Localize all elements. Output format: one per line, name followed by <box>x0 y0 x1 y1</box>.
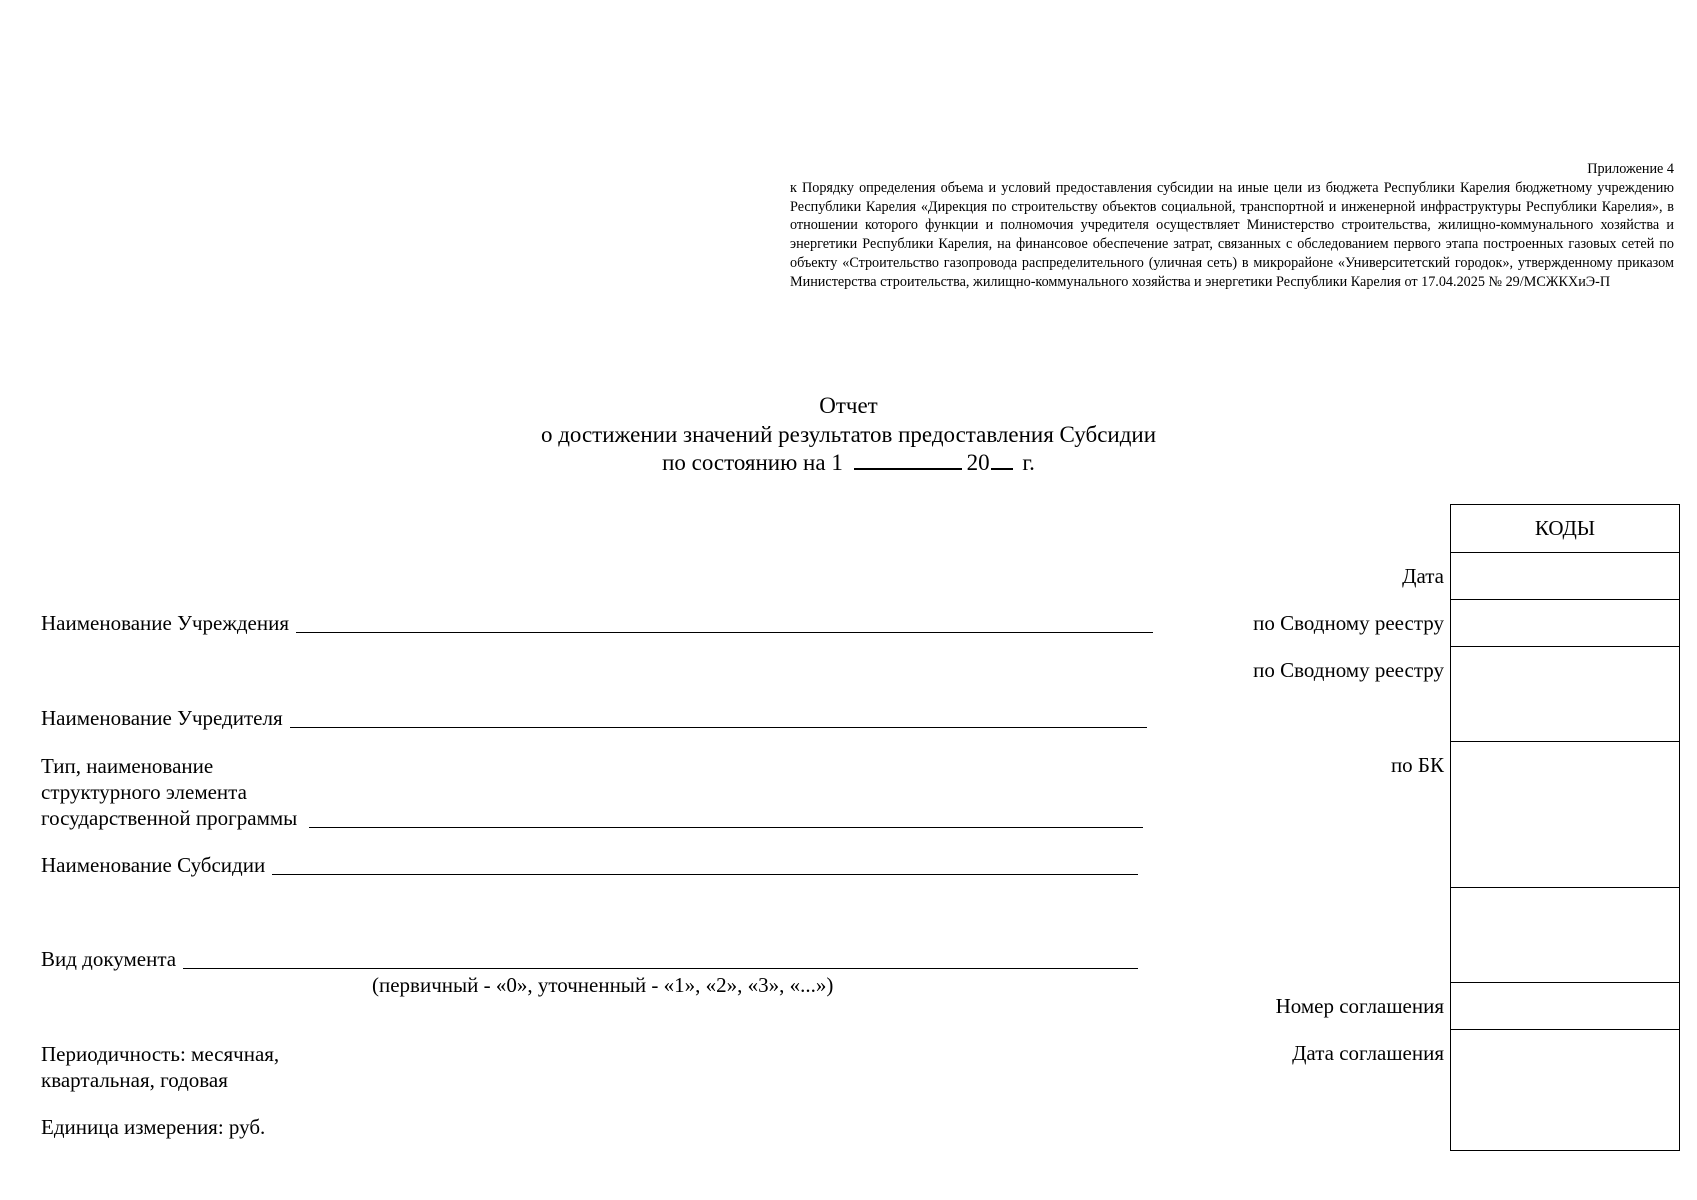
codes-bk-label: по БК <box>1390 753 1444 777</box>
codes-date-cell[interactable] <box>1451 553 1679 600</box>
founder-label: Наименование Учредителя <box>41 706 283 730</box>
appendix-title: Приложение 4 <box>1587 161 1674 177</box>
institution-label: Наименование Учреждения <box>41 611 289 635</box>
doc-type-field <box>41 946 1138 972</box>
report-year-blank[interactable] <box>991 450 1013 470</box>
codes-header: КОДЫ <box>1451 505 1679 553</box>
program-input-line[interactable] <box>309 827 1143 828</box>
subsidy-field <box>41 852 1138 878</box>
institution-field <box>41 610 1153 636</box>
codes-agreement-date-label: Дата соглашения <box>1292 1041 1444 1065</box>
subsidy-label: Наименование Субсидии <box>41 853 266 877</box>
codes-agreement-date-cell[interactable] <box>1451 1030 1679 1151</box>
doc-type-input-line[interactable] <box>183 968 1138 969</box>
codes-bk-cell[interactable] <box>1451 742 1679 888</box>
appendix-text: к Порядку определения объема и условий предоставления субсидии на иные цели из бюджета Республики Карелия бюджетному учреждению Республики Карелия «Дирекция по строительству объектов социальной, транспортной и инженерной инфраструктуры Республики Карелия», в отношении которого функции и полномочия учредителя осуществляет Министерство строительства, жилищно-коммунального хозяйства и энергетики Республики Карелия, на финансовое обеспечение затрат, связанных с обследованием первого этапа построенных газовых сетей по объекту «Строительство газопровода распределительного (уличная сеть) в микрорайоне «Университетский городок», утвержденному приказом Министерства строительства, жилищно-коммунального хозяйства и энергетики Республики Карелия от 17.04.2025 № 29/МСЖКХиЭ-П <box>790 179 1674 290</box>
doc-type-label: Вид документа <box>41 947 177 971</box>
periodicity-line2: квартальная, годовая <box>41 1068 228 1092</box>
report-title-line1: Отчет <box>819 393 878 418</box>
codes-agreement-number-cell[interactable] <box>1451 983 1679 1030</box>
report-title-line3 <box>0 449 1697 478</box>
program-label-line3: государственной программы <box>41 806 298 830</box>
founder-field <box>41 705 1147 731</box>
subsidy-input-line[interactable] <box>272 874 1138 875</box>
codes-registry-cell-2[interactable] <box>1451 647 1679 742</box>
report-title-line2: о достижении значений результатов предоставления Субсидии <box>540 421 1157 447</box>
codes-date-label: Дата <box>1402 564 1444 588</box>
report-date-prefix: по состоянию на 1 <box>662 450 843 475</box>
codes-registry-label-1: по Сводному реестру <box>1253 611 1444 635</box>
codes-registry-label-2: по Сводному реестру <box>1253 658 1444 682</box>
doc-type-hint: (первичный - «0», уточненный - «1», «2», «3», «...») <box>372 973 834 997</box>
codes-table <box>1450 504 1680 1151</box>
program-label-line1: Тип, наименование <box>41 754 214 778</box>
codes-agreement-number-label: Номер соглашения <box>1275 994 1444 1018</box>
institution-input-line[interactable] <box>296 632 1153 633</box>
report-year-prefix: 20 <box>966 450 990 475</box>
codes-doc-type-cell[interactable] <box>1451 888 1679 983</box>
report-title <box>0 392 1697 478</box>
periodicity-line1: Периодичность: месячная, <box>41 1042 280 1066</box>
codes-registry-cell-1[interactable] <box>1451 600 1679 647</box>
appendix-block <box>790 160 1674 292</box>
unit-label: Единица измерения: руб. <box>41 1115 266 1139</box>
report-month-blank[interactable] <box>854 450 962 470</box>
report-year-suffix: г. <box>1022 450 1035 475</box>
program-field <box>41 805 1143 831</box>
program-label-line2: структурного элемента <box>41 780 247 804</box>
founder-input-line[interactable] <box>290 727 1147 728</box>
